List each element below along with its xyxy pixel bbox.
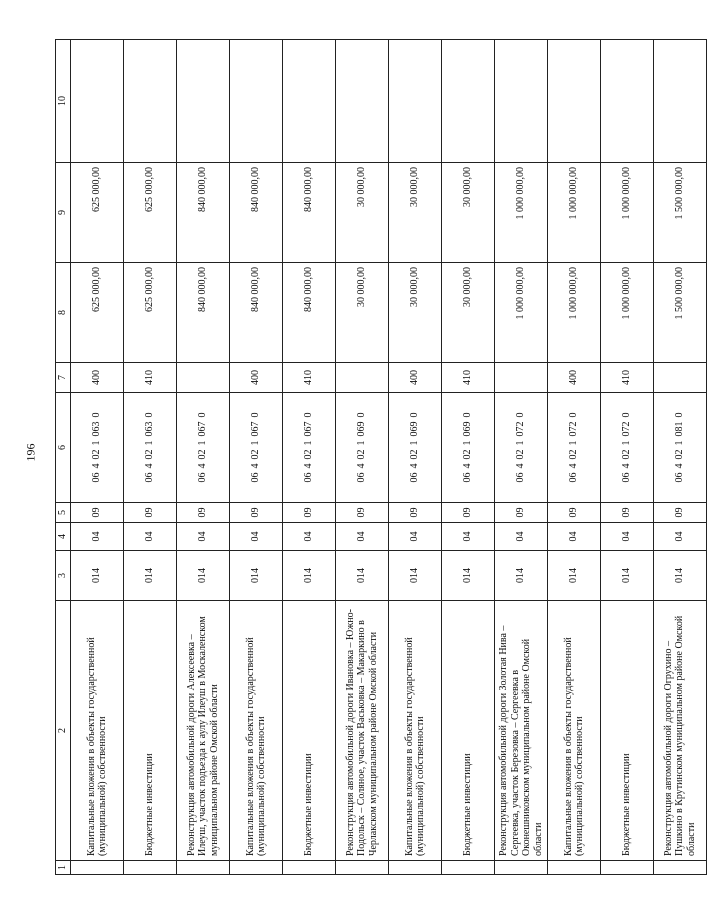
table-row bbox=[336, 40, 389, 875]
kcsr-part: 4 bbox=[409, 463, 421, 469]
column-header-6: 6 bbox=[56, 393, 71, 503]
cell-col3: 014 bbox=[495, 551, 548, 601]
cell-col8: 1 000 000,00 bbox=[548, 263, 601, 363]
cell-col6 bbox=[71, 393, 124, 503]
kcsr-part: 0 bbox=[409, 412, 421, 418]
kcsr-part: 06 bbox=[568, 472, 580, 483]
table-row bbox=[548, 40, 601, 875]
rotated-page bbox=[55, 40, 697, 875]
table-row bbox=[601, 40, 654, 875]
cell-col6 bbox=[654, 393, 707, 503]
kcsr-part: 06 bbox=[91, 472, 103, 483]
cell-col4: 04 bbox=[495, 523, 548, 551]
cell-col8: 625 000,00 bbox=[124, 263, 177, 363]
cell-col1 bbox=[389, 861, 442, 875]
cell-col6 bbox=[442, 393, 495, 503]
cell-col4: 04 bbox=[283, 523, 336, 551]
cell-col6 bbox=[601, 393, 654, 503]
kcsr-part: 1 bbox=[250, 440, 262, 446]
cell-col7: 410 bbox=[601, 363, 654, 393]
cell-col6 bbox=[177, 393, 230, 503]
table-row bbox=[389, 40, 442, 875]
cell-col9: 1 500 000,00 bbox=[654, 163, 707, 263]
cell-col10 bbox=[548, 40, 601, 163]
kcsr-part: 02 bbox=[568, 449, 580, 460]
cell-col9: 30 000,00 bbox=[442, 163, 495, 263]
cell-col10 bbox=[71, 40, 124, 163]
kcsr-part: 069 bbox=[462, 421, 474, 437]
kcsr-part: 063 bbox=[91, 421, 103, 437]
kcsr-part: 02 bbox=[91, 449, 103, 460]
cell-col9: 30 000,00 bbox=[336, 163, 389, 263]
kcsr-part: 1 bbox=[197, 440, 209, 446]
cell-col1 bbox=[230, 861, 283, 875]
cell-col3: 014 bbox=[442, 551, 495, 601]
table-body bbox=[71, 40, 707, 875]
cell-col10 bbox=[177, 40, 230, 163]
table-row bbox=[124, 40, 177, 875]
budget-table bbox=[55, 39, 707, 875]
cell-col6 bbox=[124, 393, 177, 503]
cell-col5: 09 bbox=[71, 503, 124, 523]
cell-col4: 04 bbox=[548, 523, 601, 551]
cell-col8: 1 500 000,00 bbox=[654, 263, 707, 363]
kcsr-part: 4 bbox=[144, 463, 156, 469]
table-row bbox=[654, 40, 707, 875]
cell-col9: 840 000,00 bbox=[177, 163, 230, 263]
cell-col10 bbox=[389, 40, 442, 163]
kcsr-part: 4 bbox=[356, 463, 368, 469]
cell-col7 bbox=[336, 363, 389, 393]
cell-col1 bbox=[442, 861, 495, 875]
cell-col7: 400 bbox=[230, 363, 283, 393]
kcsr-part: 0 bbox=[144, 412, 156, 418]
cell-col6 bbox=[495, 393, 548, 503]
cell-name: Бюджетные инвестиции bbox=[601, 601, 654, 861]
cell-col1 bbox=[601, 861, 654, 875]
cell-col5: 09 bbox=[654, 503, 707, 523]
cell-col3: 014 bbox=[389, 551, 442, 601]
cell-col1 bbox=[654, 861, 707, 875]
kcsr-part: 02 bbox=[197, 449, 209, 460]
kcsr-part: 1 bbox=[303, 440, 315, 446]
kcsr-part: 069 bbox=[356, 421, 368, 437]
cell-col1 bbox=[71, 861, 124, 875]
cell-col8: 1 000 000,00 bbox=[495, 263, 548, 363]
column-header-10: 10 bbox=[56, 40, 71, 163]
kcsr-part: 1 bbox=[515, 440, 527, 446]
cell-col7 bbox=[654, 363, 707, 393]
cell-col6 bbox=[230, 393, 283, 503]
kcsr-part: 02 bbox=[462, 449, 474, 460]
cell-col3: 014 bbox=[548, 551, 601, 601]
kcsr-part: 081 bbox=[674, 421, 686, 437]
kcsr-part: 06 bbox=[356, 472, 368, 483]
cell-col4: 04 bbox=[230, 523, 283, 551]
kcsr-part: 02 bbox=[356, 449, 368, 460]
cell-col4: 04 bbox=[336, 523, 389, 551]
kcsr-part: 069 bbox=[409, 421, 421, 437]
cell-col5: 09 bbox=[548, 503, 601, 523]
kcsr-part: 072 bbox=[621, 421, 633, 437]
cell-col10 bbox=[124, 40, 177, 163]
kcsr-part: 0 bbox=[674, 412, 686, 418]
kcsr-part: 4 bbox=[250, 463, 262, 469]
cell-col1 bbox=[336, 861, 389, 875]
kcsr-part: 4 bbox=[197, 463, 209, 469]
table-row bbox=[71, 40, 124, 875]
cell-col5: 09 bbox=[336, 503, 389, 523]
cell-col3: 014 bbox=[230, 551, 283, 601]
cell-name: Реконструкция автомобильной дороги Алексеевка – Илеуш, участок подъезда к аулу Илеуш в Москаленском муниципальном районе Омской области bbox=[177, 601, 230, 861]
column-header-1: 1 bbox=[56, 861, 71, 875]
kcsr-part: 067 bbox=[197, 421, 209, 437]
kcsr-part: 02 bbox=[674, 449, 686, 460]
cell-col7: 410 bbox=[442, 363, 495, 393]
cell-col4: 04 bbox=[124, 523, 177, 551]
column-header-5: 5 bbox=[56, 503, 71, 523]
cell-col5: 09 bbox=[601, 503, 654, 523]
cell-col4: 04 bbox=[442, 523, 495, 551]
cell-col3: 014 bbox=[601, 551, 654, 601]
kcsr-part: 06 bbox=[250, 472, 262, 483]
table-row bbox=[230, 40, 283, 875]
header-row bbox=[56, 40, 71, 875]
cell-col3: 014 bbox=[283, 551, 336, 601]
cell-col6 bbox=[389, 393, 442, 503]
cell-name: Реконструкция автомобильной дороги Огрухино – Пушкино в Крутинском муниципальном районе Омской области bbox=[654, 601, 707, 861]
cell-name: Капитальные вложения в объекты государственной (муниципальной) собственности bbox=[389, 601, 442, 861]
cell-col1 bbox=[283, 861, 336, 875]
cell-name: Капитальные вложения в объекты государственной (муниципальной) собственности bbox=[548, 601, 601, 861]
cell-col6 bbox=[548, 393, 601, 503]
table-row bbox=[495, 40, 548, 875]
cell-col8: 625 000,00 bbox=[71, 263, 124, 363]
page-number: 196 bbox=[23, 443, 38, 462]
kcsr-part: 0 bbox=[515, 412, 527, 418]
cell-col5: 09 bbox=[124, 503, 177, 523]
cell-col10 bbox=[495, 40, 548, 163]
cell-col7 bbox=[495, 363, 548, 393]
kcsr-part: 1 bbox=[568, 440, 580, 446]
cell-col9: 840 000,00 bbox=[230, 163, 283, 263]
cell-col9: 625 000,00 bbox=[124, 163, 177, 263]
kcsr-part: 1 bbox=[409, 440, 421, 446]
cell-col7: 400 bbox=[71, 363, 124, 393]
cell-col10 bbox=[336, 40, 389, 163]
cell-name: Реконструкция автомобильной дороги Золотая Нива – Сергеевка, участок Березовка – Сергеевка в Оконешниковском муниципальном районе Омской области bbox=[495, 601, 548, 861]
cell-col1 bbox=[124, 861, 177, 875]
cell-col9: 30 000,00 bbox=[389, 163, 442, 263]
kcsr-part: 02 bbox=[250, 449, 262, 460]
cell-col4: 04 bbox=[654, 523, 707, 551]
kcsr-part: 072 bbox=[568, 421, 580, 437]
kcsr-part: 4 bbox=[515, 463, 527, 469]
kcsr-part: 06 bbox=[409, 472, 421, 483]
cell-col8: 30 000,00 bbox=[336, 263, 389, 363]
kcsr-part: 067 bbox=[303, 421, 315, 437]
column-header-9: 9 bbox=[56, 163, 71, 263]
kcsr-part: 0 bbox=[197, 412, 209, 418]
kcsr-part: 02 bbox=[144, 449, 156, 460]
cell-col10 bbox=[654, 40, 707, 163]
kcsr-part: 4 bbox=[462, 463, 474, 469]
cell-name: Капитальные вложения в объекты государственной (муниципальной) собственности bbox=[230, 601, 283, 861]
column-header-2: 2 bbox=[56, 601, 71, 861]
cell-col1 bbox=[177, 861, 230, 875]
cell-col8: 840 000,00 bbox=[177, 263, 230, 363]
cell-col9: 1 000 000,00 bbox=[495, 163, 548, 263]
kcsr-part: 0 bbox=[462, 412, 474, 418]
column-header-3: 3 bbox=[56, 551, 71, 601]
cell-col8: 30 000,00 bbox=[442, 263, 495, 363]
kcsr-part: 072 bbox=[515, 421, 527, 437]
cell-col6 bbox=[336, 393, 389, 503]
kcsr-part: 4 bbox=[674, 463, 686, 469]
cell-col1 bbox=[495, 861, 548, 875]
kcsr-part: 02 bbox=[303, 449, 315, 460]
kcsr-part: 1 bbox=[462, 440, 474, 446]
cell-col9: 1 000 000,00 bbox=[548, 163, 601, 263]
cell-col5: 09 bbox=[389, 503, 442, 523]
kcsr-part: 1 bbox=[674, 440, 686, 446]
column-header-7: 7 bbox=[56, 363, 71, 393]
kcsr-part: 1 bbox=[91, 440, 103, 446]
cell-col5: 09 bbox=[177, 503, 230, 523]
kcsr-part: 0 bbox=[250, 412, 262, 418]
kcsr-part: 1 bbox=[144, 440, 156, 446]
kcsr-part: 0 bbox=[568, 412, 580, 418]
kcsr-part: 06 bbox=[197, 472, 209, 483]
cell-col5: 09 bbox=[230, 503, 283, 523]
cell-name: Бюджетные инвестиции bbox=[124, 601, 177, 861]
cell-col3: 014 bbox=[124, 551, 177, 601]
cell-col8: 840 000,00 bbox=[230, 263, 283, 363]
kcsr-part: 02 bbox=[515, 449, 527, 460]
cell-col8: 840 000,00 bbox=[283, 263, 336, 363]
kcsr-part: 06 bbox=[303, 472, 315, 483]
cell-col1 bbox=[548, 861, 601, 875]
kcsr-part: 02 bbox=[409, 449, 421, 460]
column-header-8: 8 bbox=[56, 263, 71, 363]
cell-col4: 04 bbox=[601, 523, 654, 551]
kcsr-part: 0 bbox=[303, 412, 315, 418]
kcsr-part: 06 bbox=[515, 472, 527, 483]
column-header-4: 4 bbox=[56, 523, 71, 551]
kcsr-part: 06 bbox=[462, 472, 474, 483]
kcsr-part: 4 bbox=[621, 463, 633, 469]
cell-col5: 09 bbox=[283, 503, 336, 523]
cell-name: Бюджетные инвестиции bbox=[442, 601, 495, 861]
kcsr-part: 4 bbox=[568, 463, 580, 469]
kcsr-part: 06 bbox=[674, 472, 686, 483]
cell-col7: 410 bbox=[283, 363, 336, 393]
cell-col4: 04 bbox=[389, 523, 442, 551]
table-row bbox=[283, 40, 336, 875]
cell-col4: 04 bbox=[177, 523, 230, 551]
kcsr-part: 4 bbox=[303, 463, 315, 469]
cell-col3: 014 bbox=[654, 551, 707, 601]
cell-col4: 04 bbox=[71, 523, 124, 551]
kcsr-part: 1 bbox=[621, 440, 633, 446]
cell-col9: 1 000 000,00 bbox=[601, 163, 654, 263]
cell-col10 bbox=[442, 40, 495, 163]
table-row bbox=[177, 40, 230, 875]
cell-col8: 1 000 000,00 bbox=[601, 263, 654, 363]
cell-col7: 400 bbox=[389, 363, 442, 393]
cell-col8: 30 000,00 bbox=[389, 263, 442, 363]
cell-name: Капитальные вложения в объекты государственной (муниципальной) собственности bbox=[71, 601, 124, 861]
budget-table-container bbox=[55, 40, 697, 875]
kcsr-part: 0 bbox=[621, 412, 633, 418]
cell-col10 bbox=[283, 40, 336, 163]
cell-col7 bbox=[177, 363, 230, 393]
kcsr-part: 1 bbox=[356, 440, 368, 446]
cell-col5: 09 bbox=[442, 503, 495, 523]
cell-col9: 840 000,00 bbox=[283, 163, 336, 263]
kcsr-part: 067 bbox=[250, 421, 262, 437]
kcsr-part: 4 bbox=[91, 463, 103, 469]
cell-name: Бюджетные инвестиции bbox=[283, 601, 336, 861]
cell-col3: 014 bbox=[177, 551, 230, 601]
cell-col10 bbox=[601, 40, 654, 163]
cell-col6 bbox=[283, 393, 336, 503]
kcsr-part: 06 bbox=[144, 472, 156, 483]
kcsr-part: 063 bbox=[144, 421, 156, 437]
cell-col5: 09 bbox=[495, 503, 548, 523]
kcsr-part: 0 bbox=[356, 412, 368, 418]
cell-col3: 014 bbox=[71, 551, 124, 601]
cell-col9: 625 000,00 bbox=[71, 163, 124, 263]
table-row bbox=[442, 40, 495, 875]
kcsr-part: 0 bbox=[91, 412, 103, 418]
cell-col7: 400 bbox=[548, 363, 601, 393]
kcsr-part: 02 bbox=[621, 449, 633, 460]
cell-col3: 014 bbox=[336, 551, 389, 601]
kcsr-part: 06 bbox=[621, 472, 633, 483]
cell-name: Реконструкция автомобильной дороги Ивановка – Южно-Подольск – Соляное, участок Васьковка – Макаркино в Черлакском муниципальном районе Омской области bbox=[336, 601, 389, 861]
cell-col10 bbox=[230, 40, 283, 163]
cell-col7: 410 bbox=[124, 363, 177, 393]
